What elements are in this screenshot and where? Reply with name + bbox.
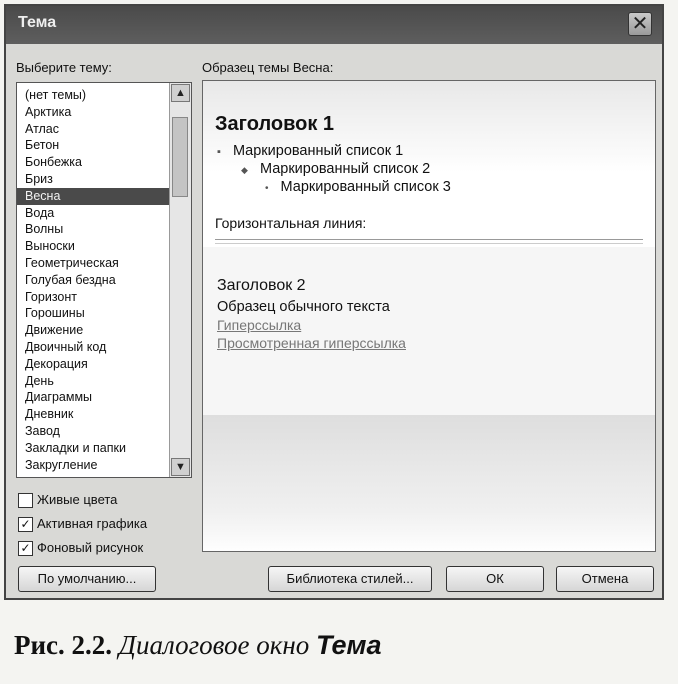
theme-list-item[interactable]: Арктика bbox=[25, 104, 72, 119]
active-graphics-checkbox-row[interactable] bbox=[18, 516, 147, 536]
preview-heading-2: Заголовок 2 bbox=[217, 277, 306, 294]
theme-list-item[interactable]: Закладки и папки bbox=[25, 440, 126, 455]
theme-list-item[interactable]: Бриз bbox=[25, 171, 53, 186]
theme-list-item[interactable]: Горизонт bbox=[25, 289, 77, 304]
theme-dialog bbox=[4, 4, 664, 600]
scroll-thumb[interactable] bbox=[172, 117, 188, 197]
title-bar bbox=[6, 6, 662, 44]
theme-list-items bbox=[17, 87, 169, 473]
theme-list-item[interactable]: Выноски bbox=[25, 239, 75, 254]
scroll-up-icon[interactable]: ▲ bbox=[171, 84, 190, 102]
theme-list-label: Выберите тему: bbox=[16, 60, 112, 75]
background-image-label: Фоновый рисунок bbox=[37, 540, 144, 555]
ok-button[interactable]: ОК bbox=[446, 566, 544, 592]
dialog-title: Тема bbox=[18, 14, 57, 31]
background-image-checkbox[interactable]: ✓ bbox=[18, 541, 33, 556]
theme-list-item[interactable]: Дневник bbox=[25, 407, 74, 422]
live-colors-checkbox-row[interactable] bbox=[18, 492, 117, 512]
figure-caption bbox=[14, 630, 381, 661]
default-button[interactable]: По умолчанию... bbox=[18, 566, 156, 592]
dot-bullet-icon: • bbox=[265, 183, 269, 194]
caption-name: Тема bbox=[315, 630, 382, 660]
live-colors-label: Живые цвета bbox=[37, 492, 118, 507]
active-graphics-label: Активная графика bbox=[37, 516, 148, 531]
preview-bullet-1 bbox=[217, 143, 403, 159]
theme-list-item[interactable]: Вода bbox=[25, 205, 55, 220]
theme-list-item[interactable]: Геометрическая bbox=[25, 255, 119, 270]
diamond-bullet-icon: ◆ bbox=[241, 165, 248, 175]
theme-list-item[interactable]: Двоичный код bbox=[25, 339, 107, 354]
background-image-checkbox-row[interactable] bbox=[18, 540, 143, 560]
cancel-button[interactable]: Отмена bbox=[556, 566, 654, 592]
preview-bullet-3-text: Маркированный список 3 bbox=[280, 179, 451, 195]
close-icon[interactable]: ✕ bbox=[628, 12, 652, 36]
preview-horizontal-line bbox=[215, 239, 643, 244]
square-bullet-icon: ▪ bbox=[217, 146, 221, 158]
theme-list-item[interactable]: Диаграммы bbox=[25, 390, 93, 405]
caption-prefix: Рис. 2.2. bbox=[14, 630, 113, 660]
theme-list-item[interactable]: Волны bbox=[25, 222, 64, 237]
preview-bullet-3 bbox=[265, 179, 451, 195]
theme-list-item[interactable]: День bbox=[25, 373, 54, 388]
theme-list-item[interactable]: Завод bbox=[25, 423, 60, 438]
theme-list-item[interactable]: Декорация bbox=[25, 356, 88, 371]
preview-visited-hyperlink[interactable]: Просмотренная гиперссылка bbox=[217, 335, 406, 351]
preview-hr-label: Горизонтальная линия: bbox=[215, 215, 367, 231]
preview-label: Образец темы Весна: bbox=[202, 60, 334, 75]
listbox-scrollbar[interactable] bbox=[169, 83, 191, 477]
preview-normal-text: Образец обычного текста bbox=[217, 299, 390, 315]
preview-bullet-1-text: Маркированный список 1 bbox=[232, 143, 404, 159]
active-graphics-checkbox[interactable]: ✓ bbox=[18, 517, 33, 532]
theme-list-item[interactable]: Бетон bbox=[25, 138, 60, 153]
caption-text: Диалоговое окно bbox=[118, 630, 310, 660]
style-library-button[interactable]: Библиотека стилей... bbox=[268, 566, 432, 592]
theme-preview bbox=[202, 80, 656, 552]
theme-listbox[interactable] bbox=[16, 82, 192, 478]
theme-list-item[interactable]: Весна bbox=[17, 188, 169, 205]
preview-bullet-2 bbox=[241, 161, 430, 177]
theme-list-item[interactable]: Закругление bbox=[25, 457, 98, 472]
theme-list-item[interactable]: Голубая бездна bbox=[25, 272, 116, 287]
theme-list-item[interactable]: (нет темы) bbox=[25, 88, 87, 102]
preview-heading-1: Заголовок 1 bbox=[215, 113, 335, 135]
theme-list-item[interactable]: Движение bbox=[25, 323, 84, 338]
theme-list-item[interactable]: Горошины bbox=[25, 306, 85, 321]
preview-bullet-2-text: Маркированный список 2 bbox=[259, 161, 431, 177]
theme-list-item[interactable]: Атлас bbox=[25, 121, 60, 136]
theme-list-item[interactable]: Бонбежка bbox=[25, 155, 82, 170]
preview-bottom-band bbox=[203, 415, 655, 552]
live-colors-checkbox[interactable] bbox=[18, 493, 33, 508]
preview-hyperlink[interactable]: Гиперссылка bbox=[217, 317, 302, 333]
scroll-down-icon[interactable]: ▼ bbox=[171, 458, 190, 476]
